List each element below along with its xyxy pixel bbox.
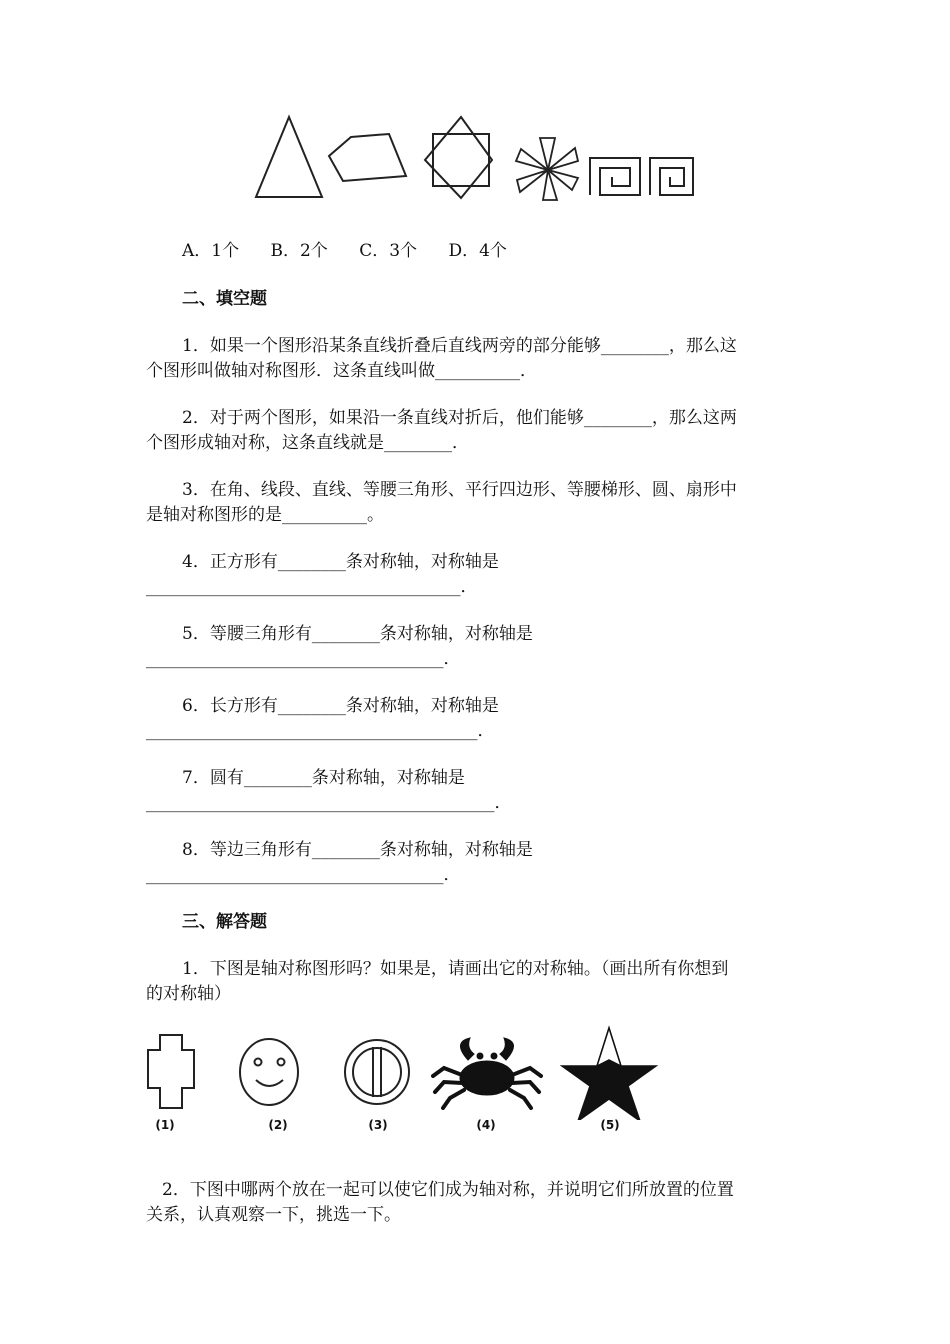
fill-q5-line2: ___________________________________． [146, 649, 461, 669]
answer-q2-line1: 2．下图中哪两个放在一起可以使它们成为轴对称，并说明它们所放置的位置 [162, 1180, 734, 1200]
figure-caption-3: (3) [368, 1118, 388, 1132]
quadrilateral-shape [329, 134, 406, 181]
figure-caption-2: (2) [268, 1118, 288, 1132]
option-c[interactable]: C．3个 [359, 241, 418, 261]
fill-q1-line1: 1．如果一个图形沿某条直线折叠后直线两旁的部分能够________，那么这 [182, 336, 737, 356]
fill-q4-line2: _____________________________________． [146, 577, 478, 597]
fill-q7-line1: 7．圆有________条对称轴，对称轴是 [182, 768, 465, 788]
figure-caption-4: (4) [476, 1118, 496, 1132]
figure-caption-5: (5) [600, 1118, 620, 1132]
fill-q8-line1: 8．等边三角形有________条对称轴，对称轴是 [182, 840, 533, 860]
symmetry-figure-row [0, 1020, 950, 1120]
fill-q5-line1: 5．等腰三角形有________条对称轴，对称轴是 [182, 624, 533, 644]
fill-q6-line2: _______________________________________． [146, 721, 495, 741]
fill-q7-line2: _________________________________________． [146, 793, 512, 813]
cross-shape [148, 1035, 194, 1108]
crab-shape [433, 1038, 541, 1108]
option-b[interactable]: B．2个 [270, 241, 328, 261]
section2-heading: 二、填空题 [182, 289, 267, 309]
smiley-face-shape [240, 1039, 298, 1105]
divided-circle-shape [345, 1040, 409, 1104]
shapes-figure-row [0, 0, 950, 210]
star-shape [562, 1028, 656, 1120]
fill-q4-line1: 4．正方形有________条对称轴，对称轴是 [182, 552, 499, 572]
pinwheel-shape [516, 138, 578, 200]
choice-options [182, 239, 533, 263]
figure-caption-1: (1) [155, 1118, 175, 1132]
answer-q1-line2: 的对称轴） [146, 984, 231, 1004]
triangle-shape [256, 117, 322, 197]
fill-q8-line2: ___________________________________． [146, 865, 461, 885]
answer-q2-line2: 关系，认真观察一下，挑选一下。 [146, 1205, 401, 1225]
fill-q2-line1: 2．对于两个图形，如果沿一条直线对折后，他们能够________，那么这两 [182, 408, 737, 428]
overlapping-squares-shape [425, 117, 492, 198]
fill-q6-line1: 6．长方形有________条对称轴，对称轴是 [182, 696, 499, 716]
answer-q1-line1: 1．下图是轴对称图形吗？如果是，请画出它的对称轴。（画出所有你想到 [182, 959, 729, 979]
option-d[interactable]: D．4个 [448, 241, 507, 261]
option-a[interactable]: A．1个 [182, 241, 240, 261]
fill-q2-line2: 个图形成轴对称，这条直线就是________． [146, 433, 469, 453]
fill-q3-line1: 3．在角、线段、直线、等腰三角形、平行四边形、等腰梯形、圆、扇形中 [182, 480, 737, 500]
fill-q3-line2: 是轴对称图形的是__________。 [146, 505, 384, 525]
section3-heading: 三、解答题 [182, 912, 267, 932]
fill-q1-line2: 个图形叫做轴对称图形．这条直线叫做__________． [146, 361, 537, 381]
greek-key-shape [590, 158, 693, 195]
